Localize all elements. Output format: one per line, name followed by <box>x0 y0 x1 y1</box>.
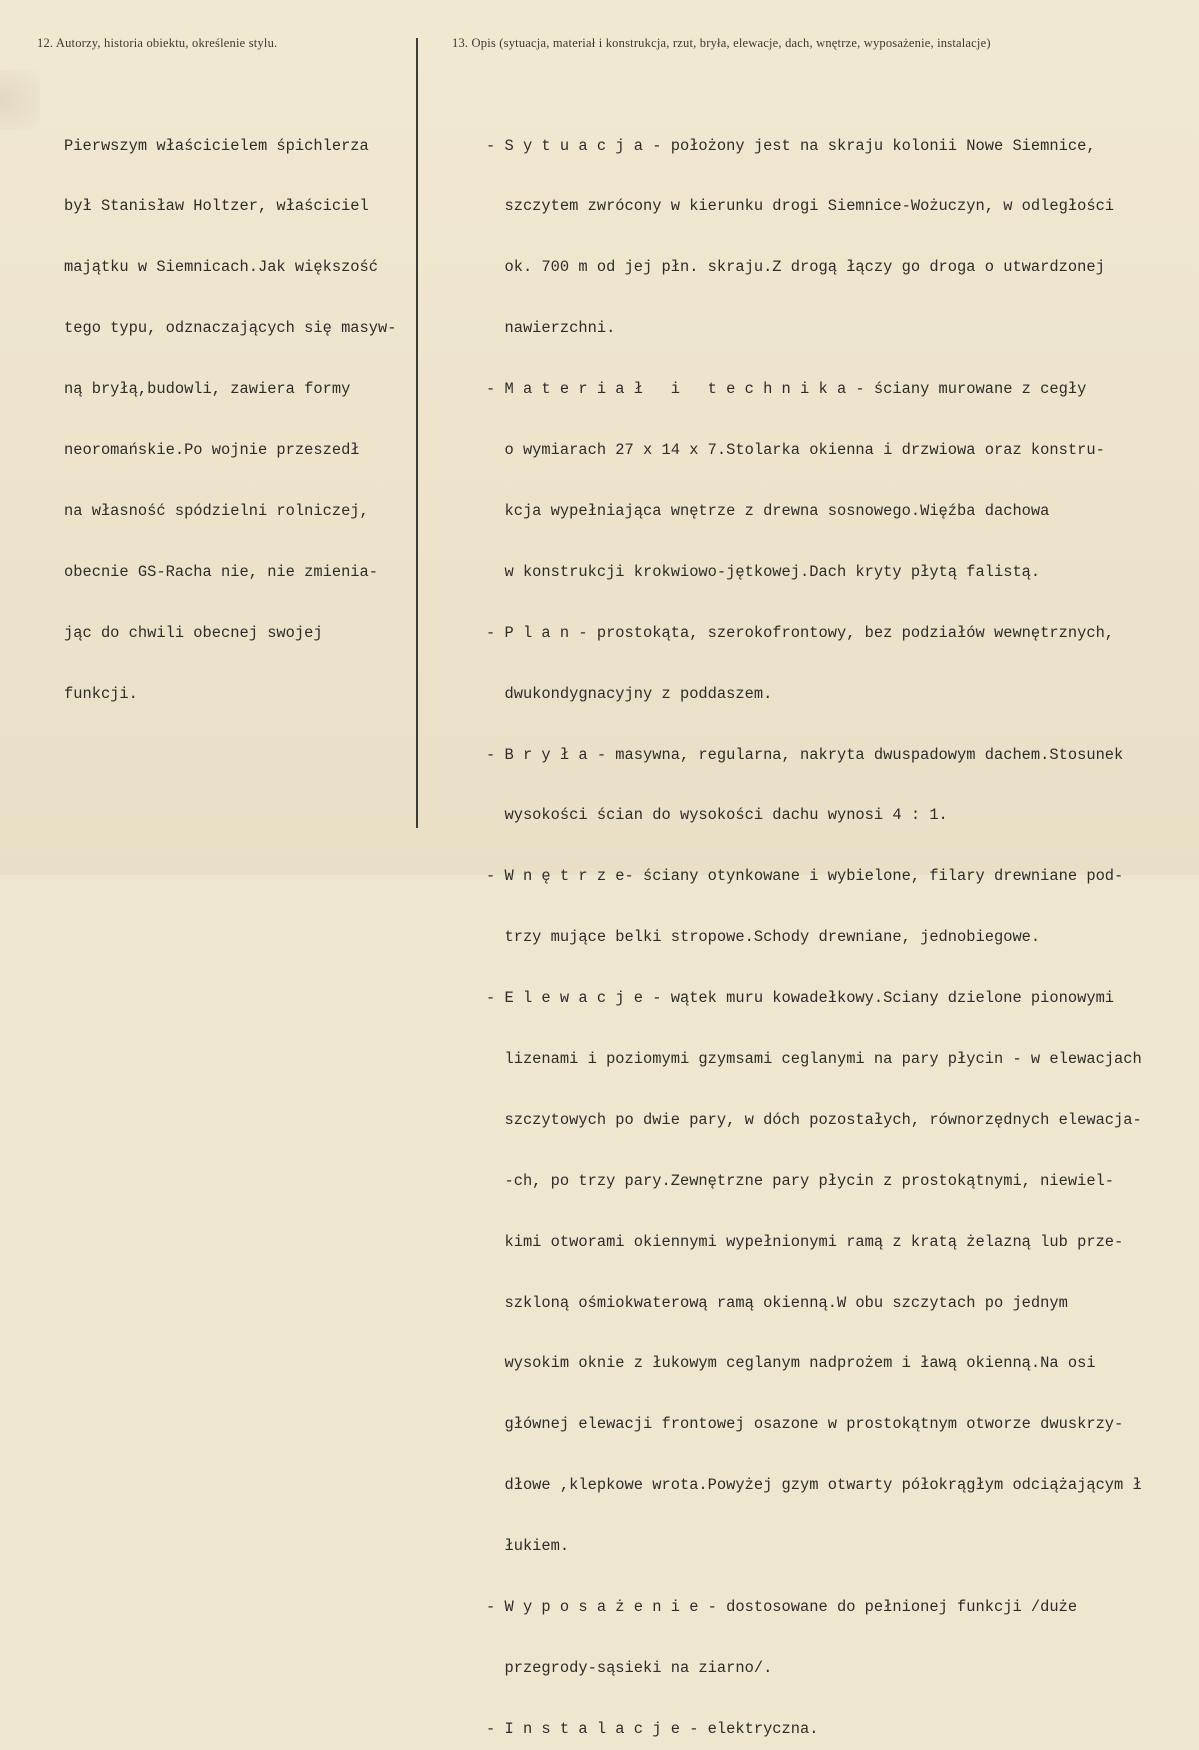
text-line: tego typu, odznaczających się masyw- <box>64 319 397 338</box>
authors-history-text <box>64 95 397 745</box>
section-12-header: 12. Autorzy, historia obiektu, określenie stylu. <box>37 36 278 50</box>
text-line: - M a t e r i a ł i t e c h n i k a - ściany murowane z cegły <box>486 380 1087 399</box>
text-line: dłowe ,klepkowe wrota.Powyżej gzym otwarty półokrągłym odciążającym ł <box>486 1476 1142 1495</box>
text-line: był Stanisław Holtzer, właściciel <box>64 197 369 216</box>
column-divider <box>416 38 418 828</box>
text-line: majątku w Siemnicach.Jak większość <box>64 258 379 277</box>
text-line: lizenami i poziomymi gzymsami ceglanymi na pary płycin - w elewacjach <box>486 1049 1142 1068</box>
text-line: ną bryłą,budowli, zawiera formy <box>64 380 351 399</box>
text-line: kcja wypełniająca wnętrze z drewna sosnowego.Więźba dachowa <box>486 501 1050 520</box>
text-line: głównej elewacji frontowej osazone w prostokątnym otworze dwuskrzy- <box>486 1415 1124 1434</box>
text-line: neoromańskie.Po wojnie przeszedł <box>64 441 360 460</box>
text-line: wysokim oknie z łukowym ceglanym nadprożem i ławą okienną.Na osi <box>486 1354 1096 1373</box>
text-line: ok. 700 m od jej płn. skraju.Z drogą łączy go droga o utwardzonej <box>486 258 1105 277</box>
text-line: łukiem. <box>486 1537 570 1556</box>
description-text <box>486 95 1199 1750</box>
section-13-header: 13. Opis (sytuacja, materiał i konstrukcja, rzut, bryła, elewacje, dach, wnętrze, wyposażenie, instalacje) <box>452 36 991 50</box>
paper-stain <box>0 70 40 130</box>
text-line: - P l a n - prostokąta, szerokofrontowy, bez podziałów wewnętrznych, <box>486 623 1115 642</box>
text-line: - B r y ł a - masywna, regularna, nakryta dwuspadowym dachem.Stosunek <box>486 745 1124 764</box>
text-line: Pierwszym właścicielem śpichlerza <box>64 136 369 155</box>
text-line: - S y t u a c j a - położony jest na skraju kolonii Nowe Siemnice, <box>486 136 1096 155</box>
text-line: - I n s t a l a c j e - elektryczna. <box>486 1719 819 1738</box>
text-line: w konstrukcji krokwiowo-jętkowej.Dach kryty płytą falistą. <box>486 562 1041 581</box>
text-line: nawierzchni. <box>486 319 616 338</box>
text-line: kimi otworami okiennymi wypełnionymi ramą z kratą żelazną lub prze- <box>486 1232 1124 1251</box>
text-line: - E l e w a c j e - wątek muru kowadełkowy.Sciany dzielone pionowymi <box>486 989 1115 1008</box>
text-line: obecnie GS-Racha nie, nie zmienia- <box>64 562 379 581</box>
text-line: wysokości ścian do wysokości dachu wynosi 4 : 1. <box>486 806 948 825</box>
text-line: szczytowych po dwie pary, w dóch pozostałych, równorzędnych elewacja- <box>486 1110 1142 1129</box>
text-line: szczytem zwrócony w kierunku drogi Siemnice-Wożuczyn, w odległości <box>486 197 1115 216</box>
text-line: trzy mujące belki stropowe.Schody drewniane, jednobiegowe. <box>486 928 1041 947</box>
text-line: jąc do chwili obecnej swojej <box>64 623 323 642</box>
text-line: funkcji. <box>64 684 138 703</box>
text-line: dwukondygnacyjny z poddaszem. <box>486 684 773 703</box>
text-line: -ch, po trzy pary.Zewnętrzne pary płycin z prostokątnymi, niewiel- <box>486 1171 1115 1190</box>
text-line: przegrody-sąsieki na ziarno/. <box>486 1658 773 1677</box>
text-line: - W n ę t r z e- ściany otynkowane i wybielone, filary drewniane pod- <box>486 867 1124 886</box>
text-line: na własność spódzielni rolniczej, <box>64 501 369 520</box>
text-line: o wymiarach 27 x 14 x 7.Stolarka okienna i drzwiowa oraz konstru- <box>486 441 1105 460</box>
text-line: szkloną ośmiokwaterową ramą okienną.W obu szczytach po jednym <box>486 1293 1068 1312</box>
text-line: - W y p o s a ż e n i e - dostosowane do pełnionej funkcji /duże <box>486 1597 1078 1616</box>
